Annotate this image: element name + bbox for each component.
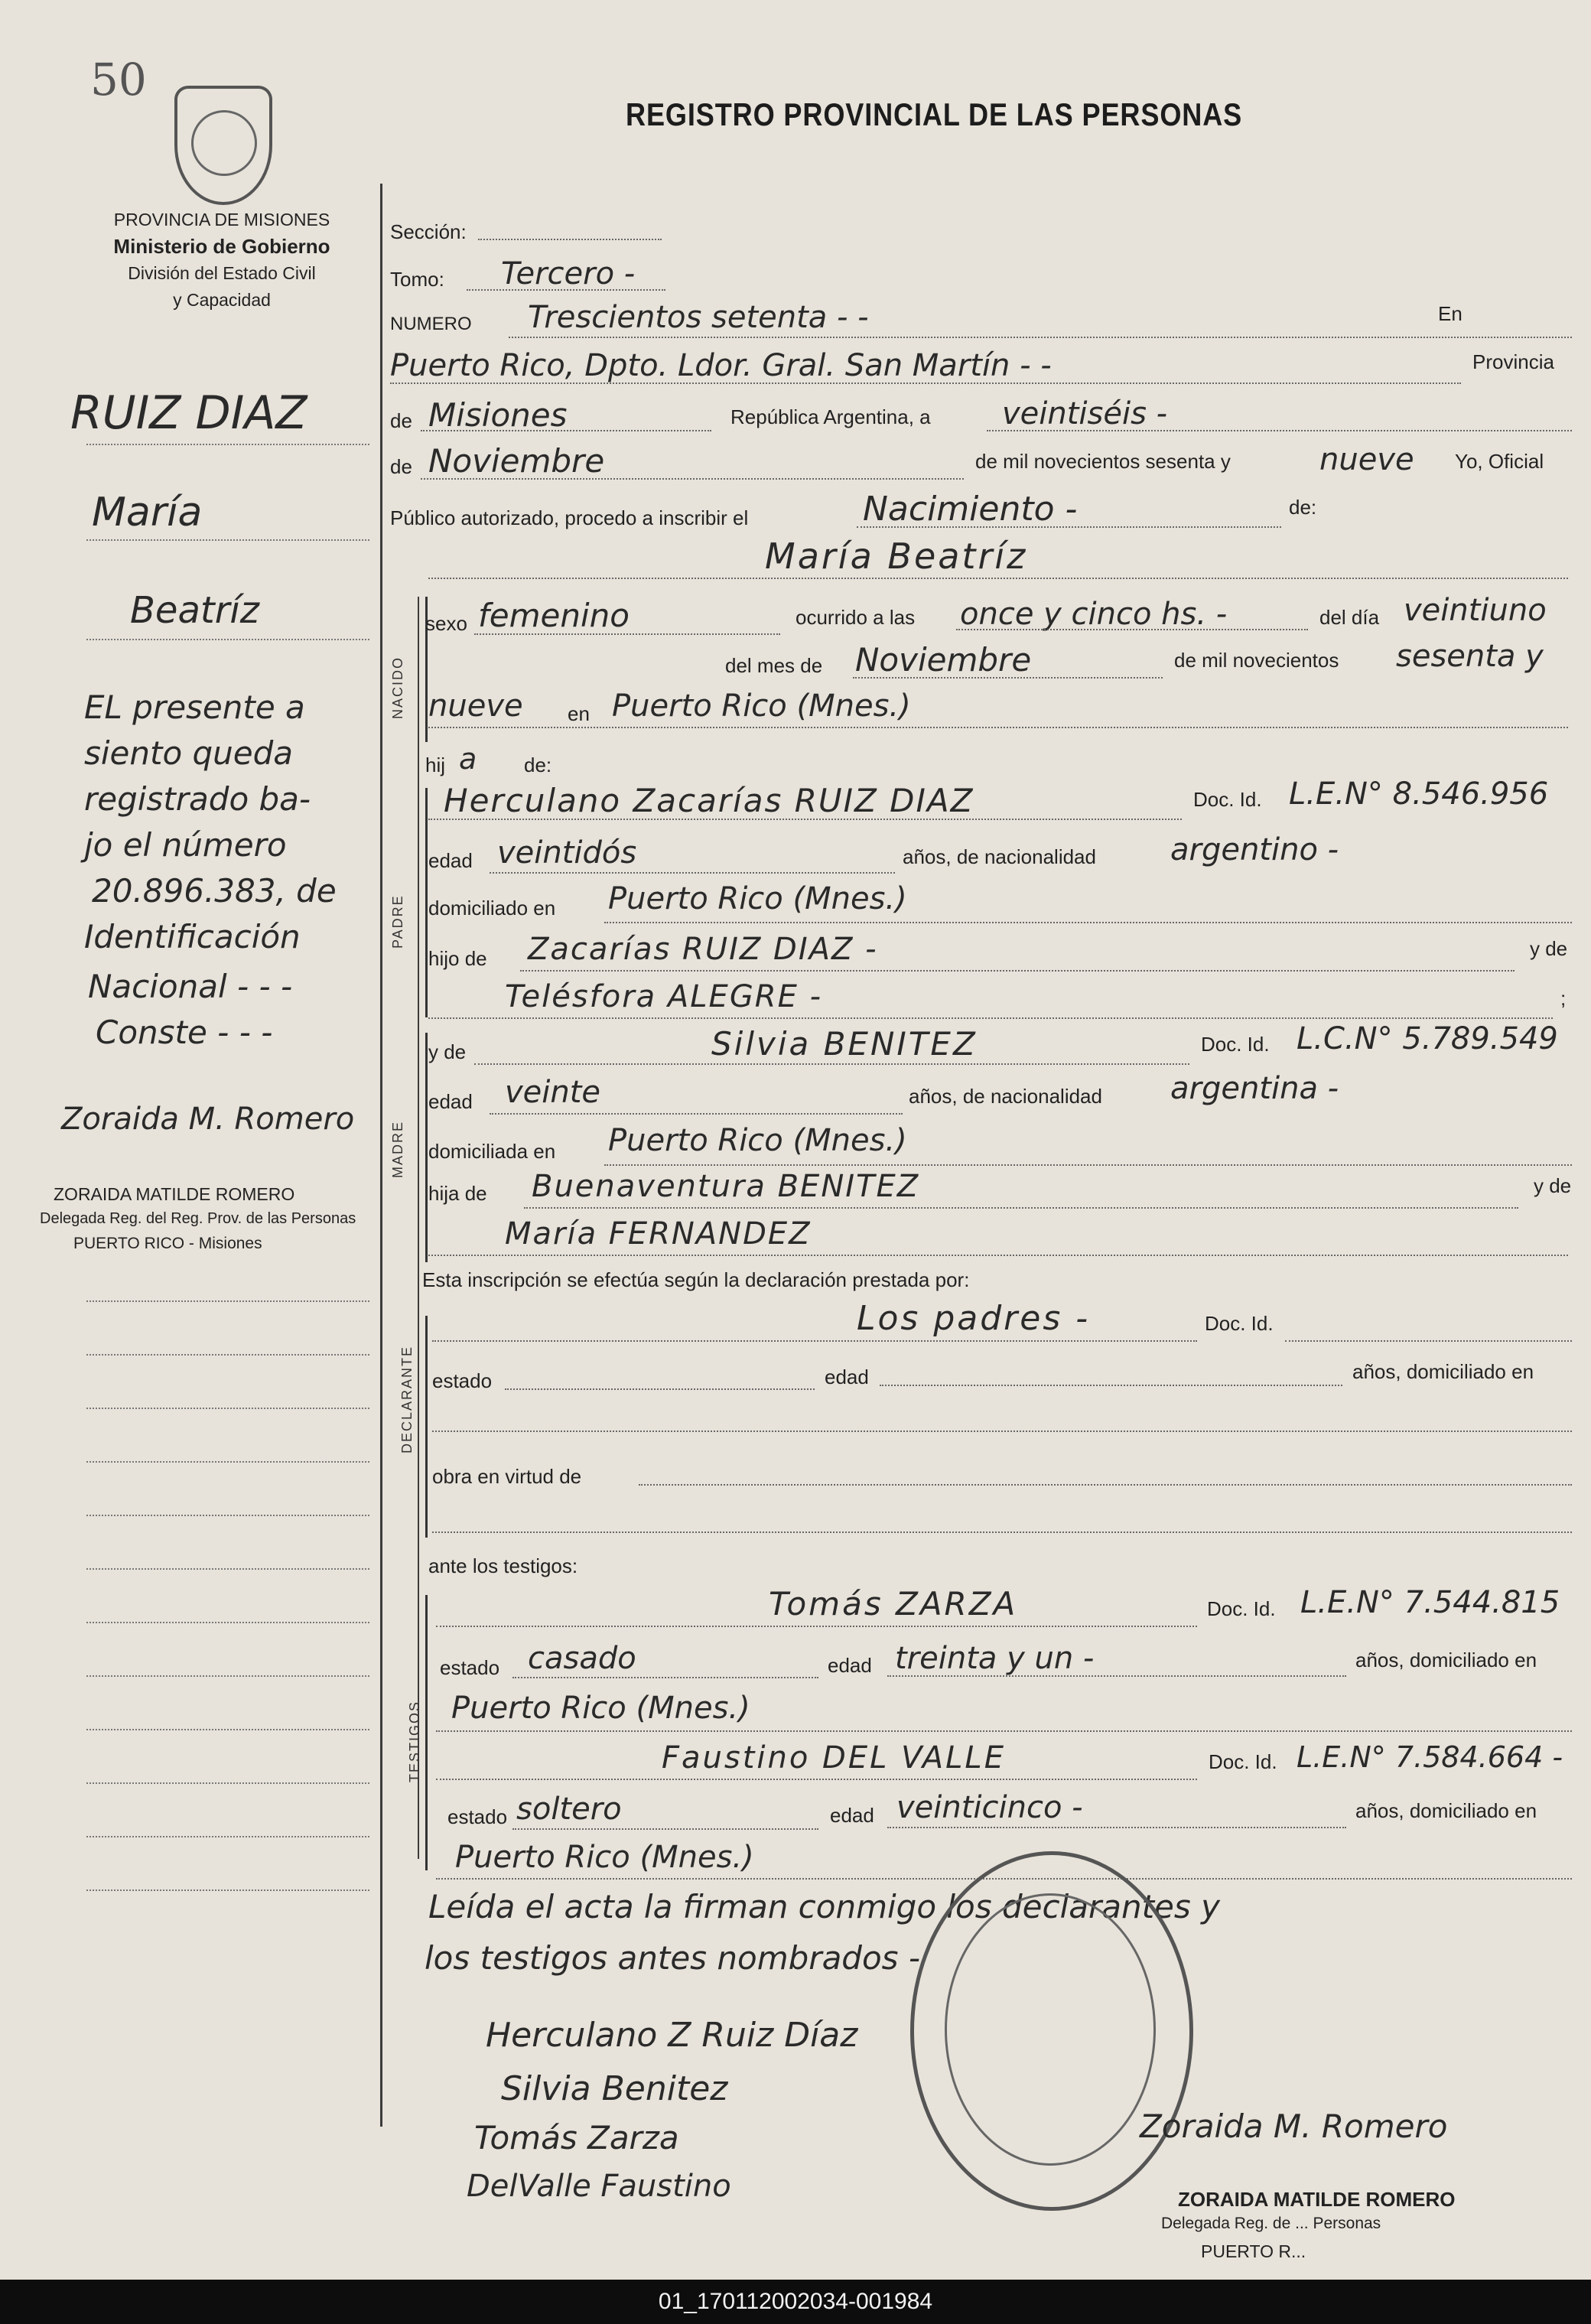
dia-field — [987, 430, 1572, 431]
provincia-field — [421, 430, 711, 431]
padre-edad-field — [490, 872, 895, 874]
document-title: REGISTRO PROVINCIAL DE LAS PERSONAS — [626, 96, 1243, 132]
padre-semicolon: ; — [1560, 987, 1567, 1010]
madre-father-value: Buenaventura BENITEZ — [532, 1169, 920, 1204]
testigo2-estado-value: soltero — [516, 1792, 622, 1827]
deldia-label: del día — [1319, 606, 1380, 629]
provincia-value: Misiones — [428, 396, 568, 434]
padre-hijo-label: hijo de — [428, 947, 487, 970]
lugar-nac-value: Puerto Rico (Mnes.) — [612, 688, 911, 724]
testigo2-estado-label: estado — [447, 1805, 508, 1828]
testigo2-estado-field — [512, 1828, 818, 1830]
republica-label: República Argentina, a — [730, 405, 931, 428]
en-label: En — [1438, 302, 1462, 325]
de-label: de — [390, 455, 412, 478]
testigo2-name-field — [436, 1779, 1197, 1780]
padre-mother-field — [428, 1017, 1553, 1019]
margin-official-place: PUERTO RICO - Misiones — [73, 1235, 262, 1252]
org-line-ministry: Ministerio de Gobierno — [113, 235, 330, 258]
testigo1-anios-label: años, domiciliado en — [1355, 1649, 1537, 1671]
org-line-division: División del Estado Civil — [128, 263, 316, 283]
testigo2-edad-field — [887, 1827, 1346, 1828]
testigo1-doc-label: Doc. Id. — [1207, 1597, 1276, 1620]
declarante-doc-label: Doc. Id. — [1205, 1312, 1274, 1335]
declarante-doc-field — [1285, 1340, 1572, 1342]
numero-value: Trescientos setenta - - — [528, 300, 869, 335]
numero-field — [509, 337, 1572, 338]
margin-rule — [86, 539, 369, 541]
yo-label: Yo, Oficial — [1455, 450, 1544, 473]
margin-rule — [86, 1782, 369, 1784]
padre-doc-value: L.E.N° 8.546.956 — [1289, 776, 1549, 812]
seccion-label: Sección: — [390, 220, 467, 243]
margin-rule — [86, 1889, 369, 1891]
margin-note-line: 20.896.383, de — [92, 872, 337, 910]
nombre-value: María Beatríz — [765, 535, 1028, 577]
testigos-bracket — [425, 1595, 428, 1870]
province-seal-icon — [174, 86, 272, 205]
declarante-obra-label: obra en virtud de — [432, 1465, 582, 1488]
testigo1-dom-field — [436, 1730, 1572, 1732]
margin-rule — [86, 1675, 369, 1677]
margin-official-signature: Zoraida M. Romero — [61, 1102, 355, 1137]
madre-edad-label: edad — [428, 1090, 473, 1113]
madre-yde2-label: y de — [1534, 1174, 1572, 1197]
mes-field — [421, 478, 964, 480]
margin-note-line: registrado ba- — [84, 780, 311, 818]
delmes-label: del mes de — [725, 654, 823, 677]
margin-rule — [86, 1515, 369, 1516]
padre-name-field — [428, 819, 1182, 820]
margin-note-line: EL presente a — [84, 688, 305, 726]
acto-value: Nacimiento - — [863, 490, 1078, 529]
padre-father-value: Zacarías RUIZ DIAZ - — [528, 932, 878, 967]
margin-first-name: María — [92, 490, 203, 535]
file-id-footer: 01_170112002034-001984 — [0, 2280, 1591, 2324]
padre-mother-value: Telésfora ALEGRE - — [505, 979, 823, 1014]
testigo1-name-field — [436, 1626, 1197, 1627]
declarante-bracket — [425, 1316, 428, 1538]
lugar-nac-field — [428, 727, 1568, 728]
testigo1-doc-value: L.E.N° 7.544.815 — [1300, 1585, 1560, 1620]
official-stamp-icon — [910, 1851, 1193, 2211]
testigo1-edad-label: edad — [828, 1654, 872, 1677]
madre-name: Silvia BENITEZ — [711, 1025, 978, 1063]
numero-label: NUMERO — [390, 314, 472, 334]
testigo1-estado-value: casado — [528, 1641, 636, 1676]
margin-rule — [86, 444, 369, 445]
signature-witness-1: Tomás Zarza — [474, 2119, 679, 2156]
closing-official-name: ZORAIDA MATILDE ROMERO — [1178, 2188, 1456, 2211]
lugar-field — [390, 382, 1461, 384]
tomo-label: Tomo: — [390, 268, 444, 291]
hora-value: once y cinco hs. - — [960, 597, 1228, 632]
mil-label: de mil novecientos sesenta y — [975, 450, 1231, 473]
mes-nac-field — [853, 677, 1163, 679]
anio-nac-value: sesenta y — [1396, 639, 1544, 674]
anio-value: nueve — [1319, 442, 1414, 477]
dia-nac-value: veintiuno — [1404, 593, 1547, 628]
nombre-field — [428, 578, 1568, 579]
margin-official-name: ZORAIDA MATILDE ROMERO — [54, 1184, 295, 1204]
margin-rule — [86, 1568, 369, 1570]
testigo2-edad-value: veinticinco - — [896, 1790, 1083, 1825]
margin-surname: RUIZ DIAZ — [70, 386, 307, 440]
madre-bracket — [425, 1033, 428, 1262]
madre-doc-label: Doc. Id. — [1201, 1033, 1270, 1056]
publico-label: Público autorizado, procedo a inscribir el — [390, 506, 749, 529]
madre-mother-value: María FERNANDEZ — [505, 1216, 812, 1252]
signature-official: Zoraida M. Romero — [1140, 2108, 1448, 2145]
padre-dom-field — [604, 922, 1572, 923]
padre-nac-label: años, de nacionalidad — [903, 845, 1096, 868]
declarante-anios-label: años, domiciliado en — [1352, 1360, 1534, 1383]
sexo-value: femenino — [478, 597, 630, 634]
declarante-edad-label: edad — [825, 1365, 869, 1388]
margin-rule — [86, 1461, 369, 1463]
padre-bracket — [425, 788, 428, 1017]
testigo2-doc-label: Doc. Id. — [1209, 1750, 1277, 1773]
madre-hija-label: hija de — [428, 1182, 487, 1205]
margin-official-title: Delegada Reg. del Reg. Prov. de las Personas — [40, 1210, 356, 1227]
hij-label: hij — [425, 754, 446, 776]
nacido-side-label: NACIDO — [390, 656, 405, 719]
margin-rule — [86, 1408, 369, 1409]
margin-note-line: siento queda — [84, 734, 294, 772]
testigo1-estado-field — [512, 1677, 818, 1678]
madre-nac-value: argentina - — [1170, 1071, 1339, 1106]
margin-rule — [86, 1622, 369, 1623]
mes-value: Noviembre — [428, 442, 605, 480]
signature-witness-2: DelValle Faustino — [467, 2169, 731, 2204]
org-line-province: PROVINCIA DE MISIONES — [113, 210, 330, 229]
section-divider — [418, 597, 419, 1859]
issuing-organization — [69, 207, 375, 314]
testigos-side-label: TESTIGOS — [407, 1700, 422, 1782]
declarante-estado-field — [505, 1388, 815, 1390]
testigo1-estado-label: estado — [440, 1656, 500, 1679]
closing-line-1: Leída el acta la firman conmigo los declarantes y — [428, 1888, 1220, 1925]
madre-father-field — [524, 1207, 1518, 1209]
hij-value: a — [459, 742, 477, 776]
madre-dom-value: Puerto Rico (Mnes.) — [608, 1123, 907, 1158]
testigo2-dom-value: Puerto Rico (Mnes.) — [455, 1840, 754, 1875]
declarante-obra-field — [639, 1484, 1572, 1486]
margin-rule — [86, 639, 369, 640]
lugar-value: Puerto Rico, Dpto. Ldor. Gral. San Martín - - — [390, 348, 1052, 383]
padre-edad-value: veintidós — [497, 835, 637, 871]
padre-dom-label: domiciliado en — [428, 897, 556, 920]
declarante-side-label: DECLARANTE — [399, 1345, 415, 1453]
madre-dom-field — [604, 1164, 1572, 1166]
margin-rule — [86, 1729, 369, 1730]
de3-label: de: — [524, 754, 552, 776]
declarante-obra-field2 — [432, 1531, 1572, 1533]
demil-label: de mil novecientos — [1174, 649, 1339, 672]
madre-yde-label: y de — [428, 1040, 467, 1063]
en2-label: en — [568, 702, 590, 725]
padre-side-label: PADRE — [390, 894, 405, 949]
ocurrido-label: ocurrido a las — [796, 606, 916, 629]
madre-edad-value: veinte — [505, 1075, 601, 1110]
margin-note-line: Nacional - - - — [88, 968, 293, 1005]
closing-official-place: PUERTO R... — [1201, 2241, 1306, 2261]
testigo2-doc-value: L.E.N° 7.584.664 - — [1297, 1740, 1563, 1774]
margin-note-line: Conste - - - — [96, 1014, 273, 1051]
testigo1-name: Tomás ZARZA — [769, 1585, 1018, 1623]
declarante-edad-field — [880, 1385, 1342, 1386]
page-number: 50 — [90, 54, 147, 106]
margin-note-line: jo el número — [84, 826, 287, 864]
org-line-capacity: y Capacidad — [173, 290, 271, 310]
madre-nac-label: años, de nacionalidad — [909, 1085, 1102, 1108]
tomo-value: Tercero - — [501, 256, 636, 291]
hora-field — [956, 629, 1308, 630]
testigos-intro: ante los testigos: — [428, 1554, 578, 1577]
closing-official-title: Delegada Reg. de ... Personas — [1161, 2215, 1381, 2232]
provincia-label: Provincia — [1472, 350, 1554, 373]
declarante-name-field — [432, 1340, 1197, 1342]
testigo1-edad-field — [887, 1675, 1346, 1677]
declarante-dom-field — [432, 1431, 1572, 1432]
margin-second-name: Beatríz — [130, 589, 259, 632]
padre-doc-label: Doc. Id. — [1193, 788, 1262, 811]
declarante-intro: Esta inscripción se efectúa según la declaración prestada por: — [422, 1268, 970, 1291]
testigo1-dom-value: Puerto Rico (Mnes.) — [451, 1691, 750, 1726]
declarante-estado-label: estado — [432, 1369, 493, 1392]
madre-mother-field — [428, 1255, 1568, 1256]
margin-rule — [86, 1300, 369, 1302]
testigo2-name: Faustino DEL VALLE — [662, 1740, 1006, 1776]
margin-note-line: Identificación — [84, 918, 301, 955]
madre-name-field — [474, 1063, 1189, 1065]
madre-dom-label: domiciliada en — [428, 1140, 556, 1163]
de-label: de — [390, 409, 412, 432]
dia-value: veintiséis - — [1002, 396, 1168, 431]
margin-rule — [86, 1354, 369, 1356]
anio-nac-value2: nueve — [428, 688, 523, 724]
signature-father: Herculano Z Ruiz Díaz — [486, 2016, 858, 2055]
testigo2-anios-label: años, domiciliado en — [1355, 1799, 1537, 1822]
padre-yde-label: y de — [1530, 937, 1568, 960]
margin-divider — [380, 184, 382, 2127]
padre-name: Herculano Zacarías RUIZ DIAZ — [444, 782, 974, 819]
declarante-value: Los padres - — [857, 1299, 1091, 1338]
padre-nac-value: argentino - — [1170, 832, 1339, 867]
acto-field — [857, 526, 1281, 528]
testigo1-edad-value: treinta y un - — [895, 1641, 1095, 1676]
signature-mother: Silvia Benitez — [501, 2069, 728, 2108]
seccion-field — [478, 239, 662, 240]
tomo-field — [467, 289, 665, 291]
madre-side-label: MADRE — [390, 1120, 405, 1178]
madre-edad-field — [490, 1113, 903, 1115]
sexo-label: sexo — [425, 612, 467, 635]
de2-label: de: — [1289, 496, 1317, 519]
padre-father-field — [520, 970, 1515, 972]
sexo-field — [474, 633, 780, 635]
margin-rule — [86, 1836, 369, 1837]
closing-line-2: los testigos antes nombrados - — [425, 1939, 921, 1977]
padre-dom-value: Puerto Rico (Mnes.) — [608, 881, 907, 916]
mes-nac-value: Noviembre — [855, 641, 1032, 679]
padre-edad-label: edad — [428, 849, 473, 872]
madre-doc-value: L.C.N° 5.789.549 — [1297, 1021, 1558, 1056]
testigo2-edad-label: edad — [830, 1804, 874, 1827]
